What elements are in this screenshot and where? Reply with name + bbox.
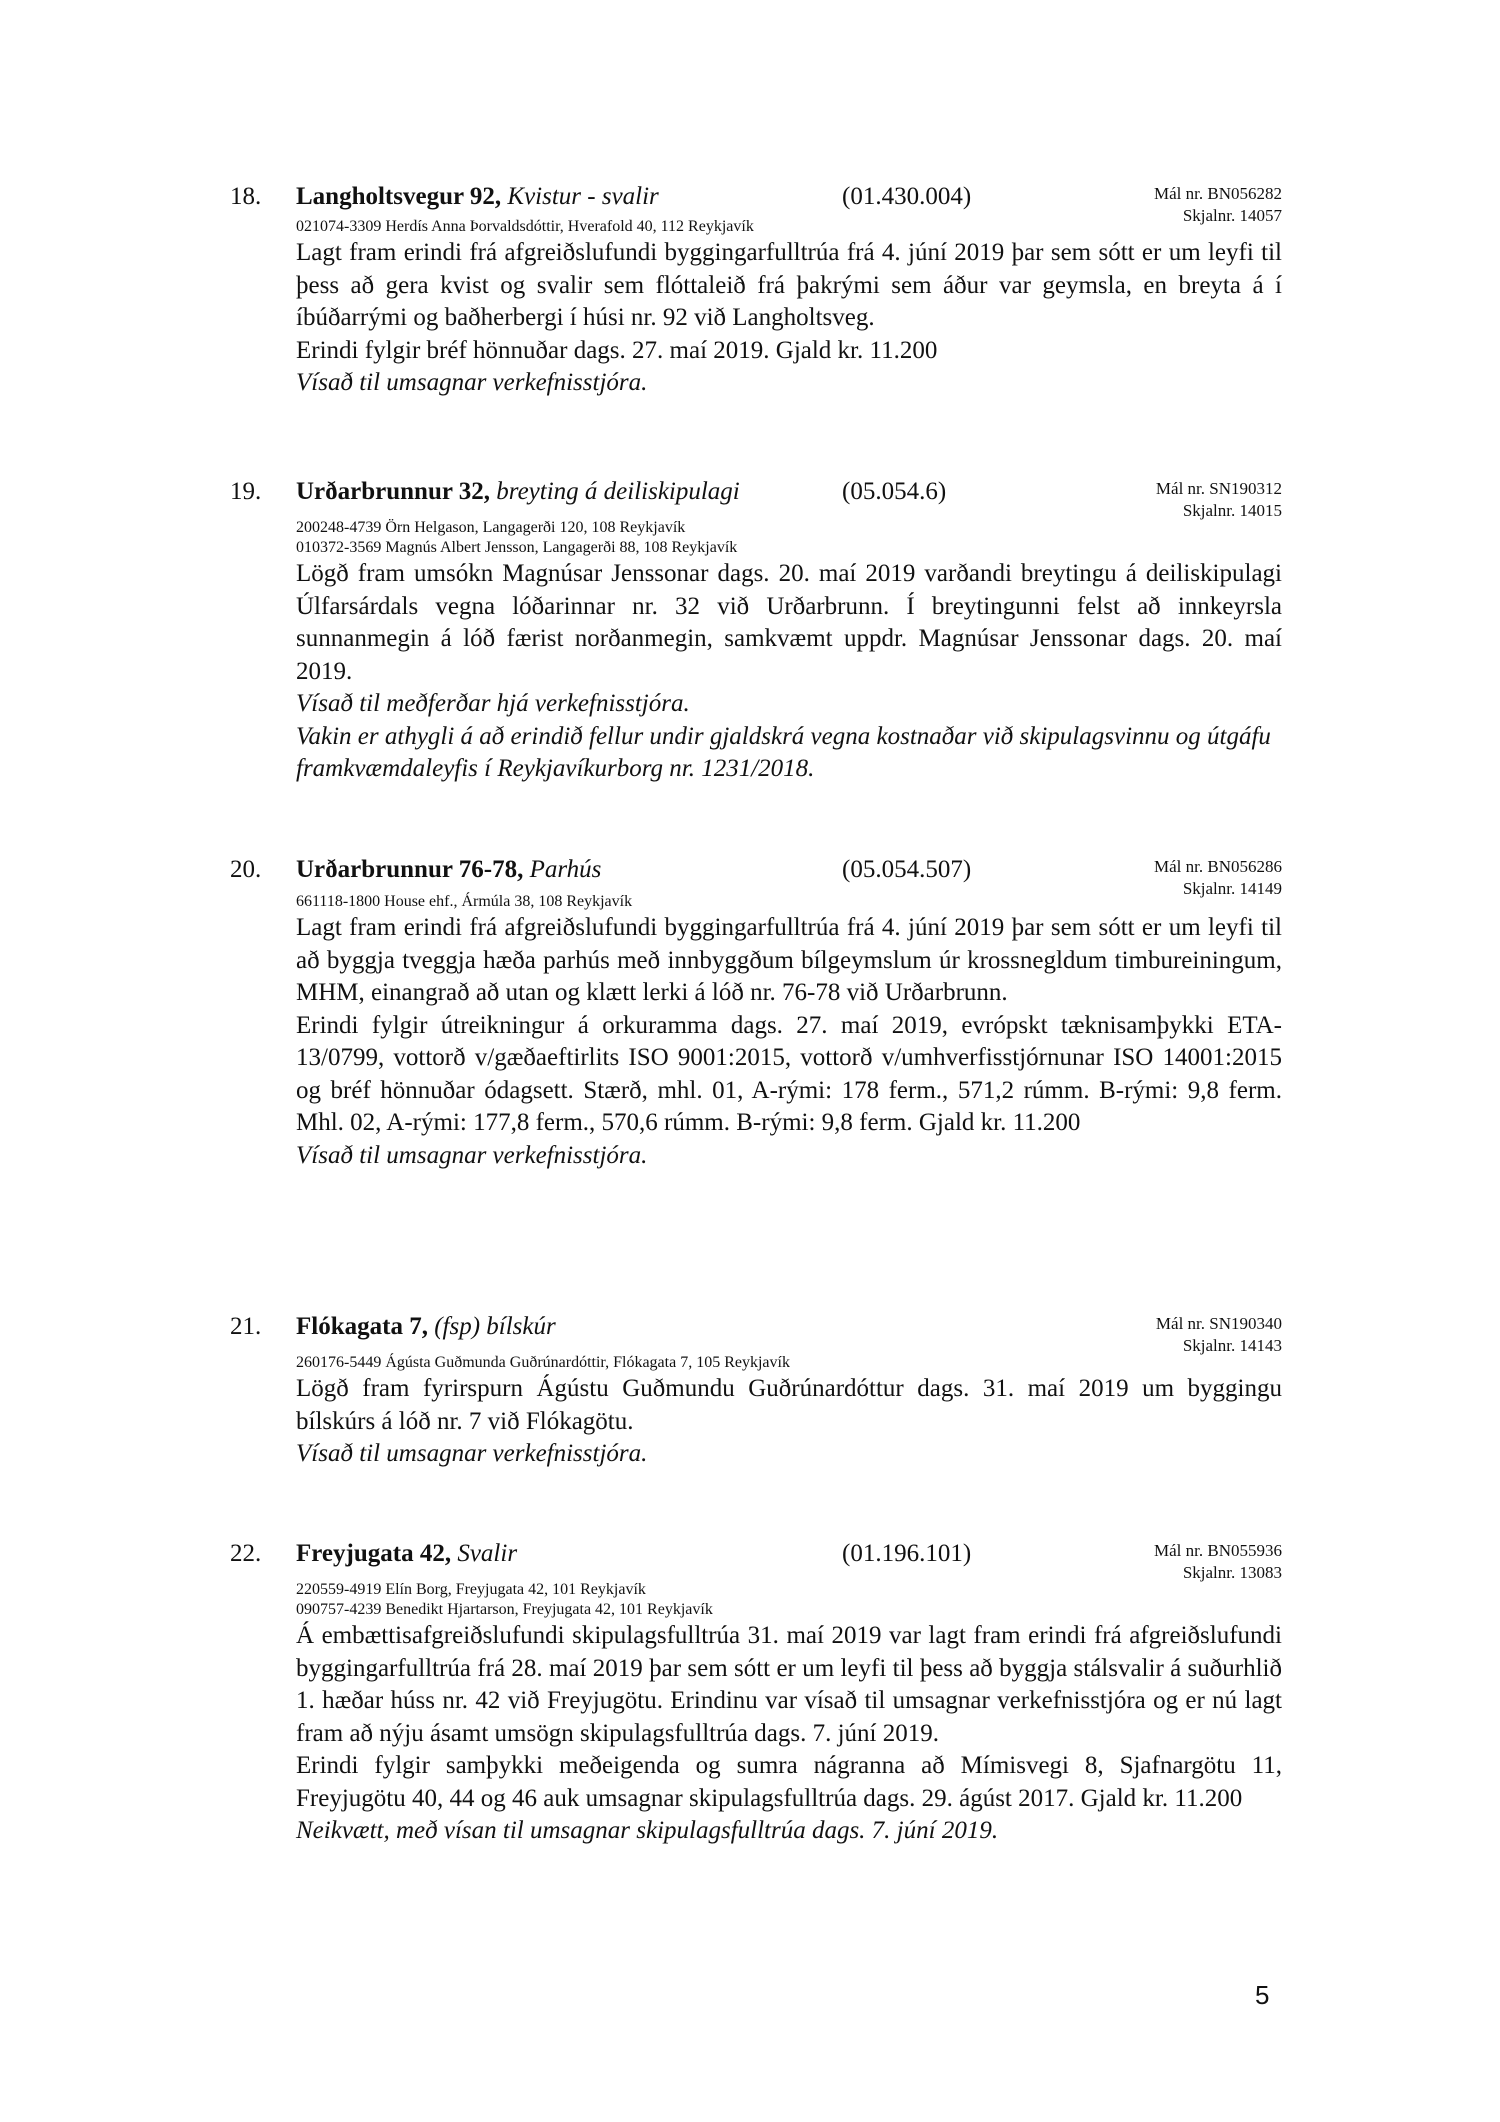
case-reference [1156,478,1282,522]
page-number: 5 [1255,1980,1270,2010]
applicant-list [296,892,1282,912]
item-address: Urðarbrunnur 76-78, [296,856,524,883]
case-number: Mál nr. SN190312 [1155,479,1282,498]
decision-text: Vakin er athygli á að erindið fellur undir gjaldskrá vegna kostnaðar við skipulagsvinnu og útgáfu framkvæmdaleyfis í Reykjavíkurborg nr. 1231/2018. [296,722,1271,782]
item-title [296,1540,517,1568]
applicant-list [296,1353,1282,1373]
body-paragraph: Erindi fylgir útreikningur á orkuramma dags. 27. maí 2019, evrópskt tæknisamþykki ETA-13/0799, vottorð v/gæðaeftirlits ISO 9001:2015, vottorð v/umhverfisstjórnunar ISO 14001:2015 og bréf hönnuðar ódagsett. Stærð, mhl. 01, A-rými: 178 ferm., 571,2 rúmm. B-rými: 9,8 ferm. Mhl. 02, A-rými: 177,8 ferm., 570,6 rúmm. B-rými: 9,8 ferm. Gjald kr. 11.200 [296,1011,1282,1136]
applicant: 200248-4739 Örn Helgason, Langagerði 120, 108 Reykjavík [296,519,686,536]
body-paragraph: Erindi fylgir bréf hönnuðar dags. 27. maí 2019. Gjald kr. 11.200 [296,336,938,364]
item-body [296,912,1282,1172]
document-number: Skjalnr. 14057 [1182,206,1282,225]
item-subject: Svalir [457,1540,518,1567]
decision-text: Neikvætt, með vísan til umsagnar skipulagsfulltrúa dags. 7. júní 2019. [296,1817,999,1844]
item-address: Urðarbrunnur 32, [296,478,491,505]
applicant: 220559-4919 Elín Borg, Freyjugata 42, 101 Reykjavík [296,1581,646,1598]
item-address: Flókagata 7, [296,1313,428,1340]
item-header [230,1540,1282,1582]
decision-text: Vísað til umsagnar verkefnisstjóra. [296,1141,648,1169]
decision-text: Vísað til meðferðar hjá verkefnisstjóra. [296,690,690,717]
document-number: Skjalnr. 14149 [1182,879,1282,898]
case-reference [1154,1540,1282,1584]
case-reference [1156,1313,1282,1357]
land-code: (01.196.101) [842,1540,972,1567]
applicant-list [296,1580,1282,1620]
land-code: (05.054.507) [842,856,972,883]
item-subject: Kvistur - svalir [507,183,659,210]
applicant-list [296,217,1282,237]
case-reference [1154,856,1282,900]
item-title [296,183,659,211]
body-paragraph: Lagt fram erindi frá afgreiðslufundi byggingarfulltrúa frá 4. júní 2019 þar sem sótt er um leyfi til að byggja tveggja hæða parhús með innbyggðum bílgeymslum úr krossnegldum timbureiningum, MHM, einangrað að utan og klætt lerki á lóð nr. 76-78 við Urðarbrunn. [296,914,1282,1006]
item-subject: (fsp) bílskúr [434,1313,556,1340]
agenda-item-21 [230,1313,1282,1471]
item-body [296,1373,1282,1471]
applicant: 021074-3309 Herdís Anna Þorvaldsdóttir, Hverafold 40, 112 Reykjavík [296,218,754,235]
body-paragraph: Erindi fylgir samþykki meðeigenda og sumra nágranna að Mímisvegi 8, Sjafnargötu 11, Freyjugötu 40, 44 og 46 auk umsagnar skipulagsfulltrúa dags. 29. ágúst 2017. Gjald kr. 11.200 [296,1752,1282,1812]
item-body [296,558,1282,786]
case-number: Mál nr. BN056286 [1154,857,1282,876]
applicant: 661118-1800 House ehf., Ármúla 38, 108 Reykjavík [296,893,633,910]
decision-text: Vísað til umsagnar verkefnisstjóra. [296,369,648,396]
agenda-item-18 [230,183,1282,400]
case-number: Mál nr. BN056282 [1154,184,1282,203]
agenda-item-20 [230,856,1282,1172]
document-number: Skjalnr. 14143 [1182,1336,1282,1355]
land-code: (05.054.6) [842,478,947,505]
item-body [296,237,1282,400]
item-address: Freyjugata 42, [296,1540,452,1567]
item-title [296,478,740,506]
agenda-item-22 [230,1540,1282,1848]
item-address: Langholtsvegur 92, [296,183,502,210]
item-header [230,856,1282,898]
applicant-list [296,518,1282,558]
item-title [296,1313,556,1341]
item-number: 19. [230,478,262,505]
applicant: 260176-5449 Ágústa Guðmunda Guðrúnardóttir, Flókagata 7, 105 Reykjavík [296,1354,790,1371]
body-paragraph: Lagt fram erindi frá afgreiðslufundi byggingarfulltrúa frá 4. júní 2019 þar sem sótt er um leyfi til þess að gera kvist og svalir sem flóttaleið frá þakrými sem áður var geymsla, en breyta á í íbúðarrými og baðherbergi í húsi nr. 92 við Langholtsveg. [296,239,1282,331]
applicant: 090757-4239 Benedikt Hjartarson, Freyjugata 42, 101 Reykjavík [296,1601,713,1618]
document-number: Skjalnr. 14015 [1182,501,1282,520]
item-number: 18. [230,183,262,210]
case-number: Mál nr. BN055936 [1154,1541,1282,1560]
case-number: Mál nr. SN190340 [1155,1314,1282,1333]
body-paragraph: Lögð fram umsókn Magnúsar Jenssonar dags. 20. maí 2019 varðandi breytingu á deiliskipulagi Úlfarsárdals vegna lóðarinnar nr. 32 við Urðarbrunn. Í breytingunni felst að innkeyrsla sunnanmegin á lóð færist norðanmegin, samkvæmt uppdr. Magnúsar Jenssonar dags. 20. maí 2019. [296,560,1282,685]
decision-text: Vísað til umsagnar verkefnisstjóra. [296,1440,648,1467]
land-code: (01.430.004) [842,183,972,210]
item-header [230,1313,1282,1355]
body-paragraph: Á embættisafgreiðslufundi skipulagsfulltrúa 31. maí 2019 var lagt fram erindi frá afgreiðslufundi byggingarfulltrúa frá 28. maí 2019 þar sem sótt er um leyfi til þess að byggja stálsvalir á suðurhlið 1. hæðar húss nr. 42 við Freyjugötu. Erindinu var vísað til umsagnar verkefnisstjóra og er nú lagt fram að nýju ásamt umsögn skipulagsfulltrúa dags. 7. júní 2019. [296,1622,1282,1747]
item-number: 21. [230,1313,262,1340]
item-title [296,856,601,884]
item-subject: breyting á deiliskipulagi [496,478,740,505]
item-number: 22. [230,1540,262,1567]
item-number: 20. [230,856,262,883]
item-body [296,1620,1282,1848]
item-subject: Parhús [529,856,602,883]
agenda-item-19 [230,478,1282,786]
document-number: Skjalnr. 13083 [1182,1563,1282,1582]
item-header [230,183,1282,225]
case-reference [1154,183,1282,227]
item-header [230,478,1282,520]
body-paragraph: Lögð fram fyrirspurn Ágústu Guðmundu Guðrúnardóttur dags. 31. maí 2019 um byggingu bílskúrs á lóð nr. 7 við Flókagötu. [296,1375,1282,1435]
applicant: 010372-3569 Magnús Albert Jensson, Langagerði 88, 108 Reykjavík [296,539,738,556]
